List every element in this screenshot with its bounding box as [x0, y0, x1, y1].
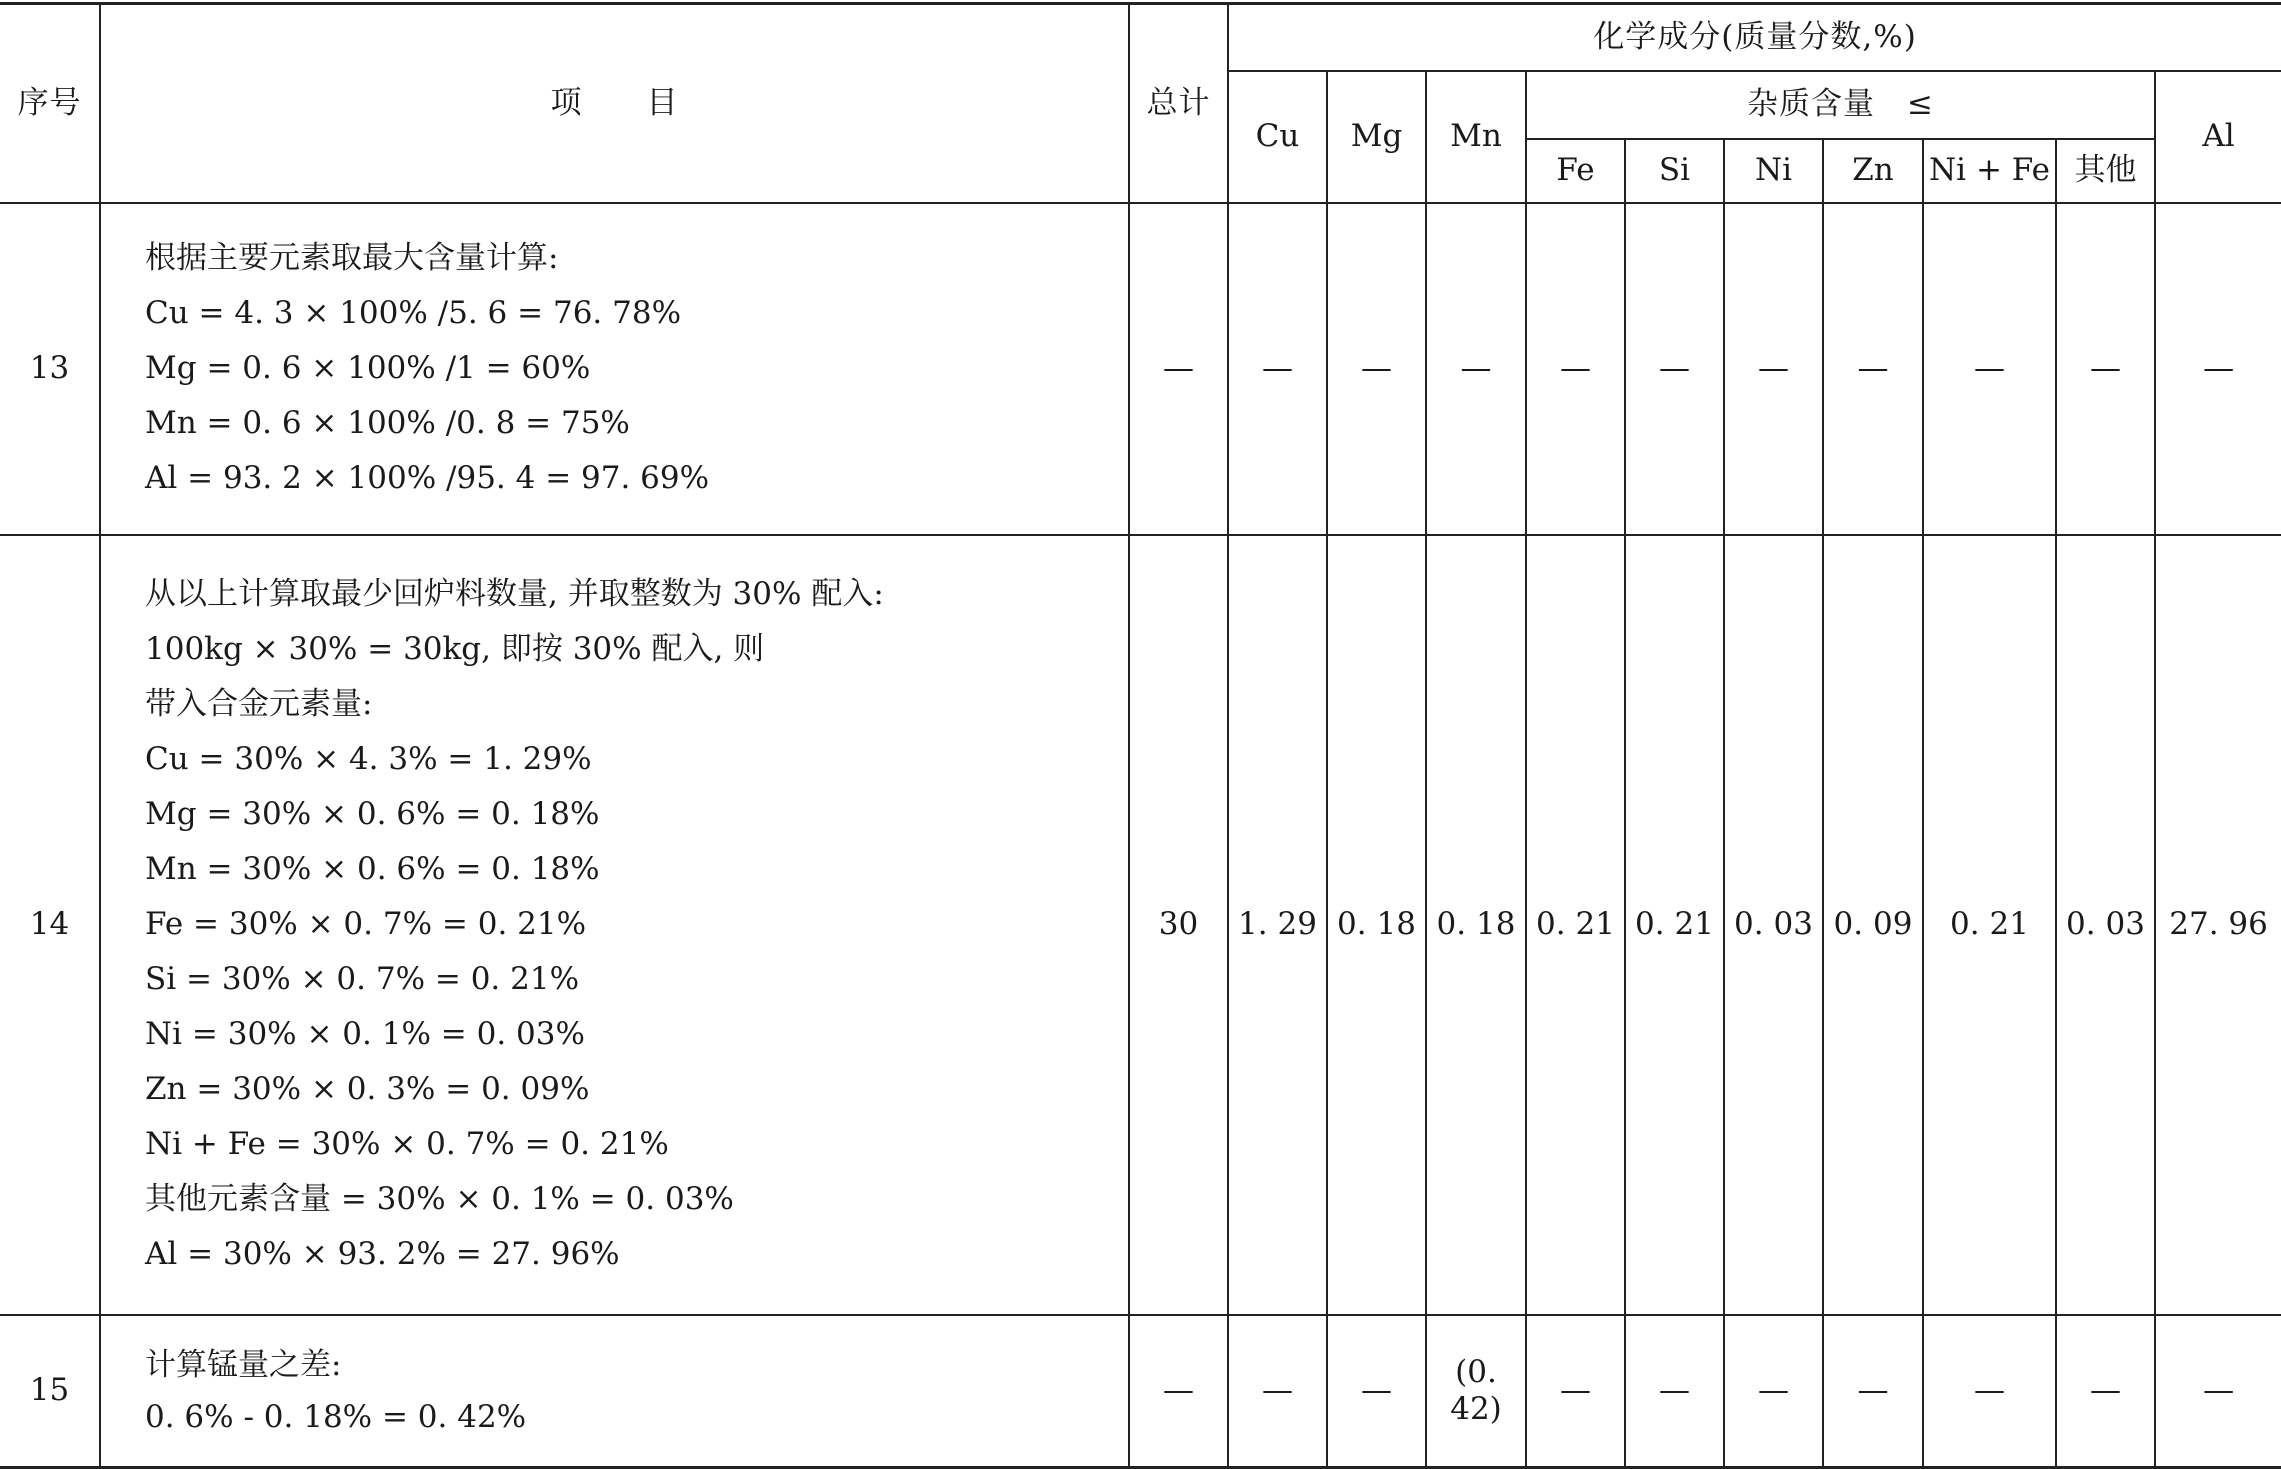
item-line: Zn = 30% × 0. 3% = 0. 09% [145, 1071, 590, 1107]
row-total: — [1129, 1315, 1228, 1468]
item-line: 100kg × 30% = 30kg, 即按 30% 配入, 则 [145, 631, 765, 667]
value-other: — [2056, 203, 2155, 535]
value-al: 27. 96 [2155, 535, 2281, 1315]
header-mn: Mn [1426, 71, 1526, 203]
composition-table [0, 2, 2281, 1469]
value-al: — [2155, 1315, 2281, 1468]
table-row [0, 203, 2281, 535]
value-ni: — [1724, 203, 1823, 535]
item-line: Al = 30% × 93. 2% = 27. 96% [145, 1236, 620, 1272]
item-line: 从以上计算取最少回炉料数量, 并取整数为 30% 配入: [145, 576, 884, 612]
header-si: Si [1625, 139, 1724, 203]
item-line: Si = 30% × 0. 7% = 0. 21% [145, 961, 580, 997]
item-line: 带入合金元素量: [145, 686, 373, 722]
header-fe: Fe [1526, 139, 1625, 203]
value-si: — [1625, 1315, 1724, 1468]
item-line: Mn = 0. 6 × 100% /0. 8 = 75% [145, 405, 630, 441]
item-line: Mg = 30% × 0. 6% = 0. 18% [145, 796, 600, 832]
row-total: 30 [1129, 535, 1228, 1315]
value-mn: — [1426, 203, 1526, 535]
item-line: Mg = 0. 6 × 100% /1 = 60% [145, 350, 591, 386]
item-line: Ni + Fe = 30% × 0. 7% = 0. 21% [145, 1126, 669, 1162]
value-fe: — [1526, 1315, 1625, 1468]
header-ni-fe: Ni + Fe [1923, 139, 2056, 203]
value-cu: 1. 29 [1228, 535, 1327, 1315]
header-total: 总计 [1129, 4, 1228, 203]
value-mg: — [1327, 203, 1426, 535]
item-line: Mn = 30% × 0. 6% = 0. 18% [145, 851, 600, 887]
item-line: Cu = 30% × 4. 3% = 1. 29% [145, 741, 592, 777]
value-cu: — [1228, 1315, 1327, 1468]
header-chemical-composition: 化学成分(质量分数,%) [1228, 4, 2281, 71]
value-cu: — [1228, 203, 1327, 535]
row-item [100, 535, 1129, 1315]
header-ni: Ni [1724, 139, 1823, 203]
item-line: Cu = 4. 3 × 100% /5. 6 = 76. 78% [145, 295, 682, 331]
header-seq: 序号 [0, 4, 100, 203]
item-line: 其他元素含量 = 30% × 0. 1% = 0. 03% [145, 1181, 734, 1217]
item-line: 计算锰量之差: [145, 1346, 342, 1383]
row-item [100, 203, 1129, 535]
value-ni: 0. 03 [1724, 535, 1823, 1315]
value-mg: — [1327, 1315, 1426, 1468]
value-al: — [2155, 203, 2281, 535]
row-item [100, 1315, 1129, 1468]
item-line: Ni = 30% × 0. 1% = 0. 03% [145, 1016, 585, 1052]
value-ni-fe: 0. 21 [1923, 535, 2056, 1315]
table-row [0, 535, 2281, 1315]
value-si: — [1625, 203, 1724, 535]
item-line: 0. 6% - 0. 18% = 0. 42% [145, 1398, 527, 1435]
value-ni-fe: — [1923, 203, 2056, 535]
value-other: 0. 03 [2056, 535, 2155, 1315]
value-fe: — [1526, 203, 1625, 535]
header-zn: Zn [1823, 139, 1923, 203]
row-total: — [1129, 203, 1228, 535]
header-al: Al [2155, 71, 2281, 203]
value-mg: 0. 18 [1327, 535, 1426, 1315]
value-zn: — [1823, 203, 1923, 535]
header-row-1 [0, 4, 2281, 71]
value-other: — [2056, 1315, 2155, 1468]
value-ni-fe: — [1923, 1315, 2056, 1468]
header-other: 其他 [2056, 139, 2155, 203]
value-zn: — [1823, 1315, 1923, 1468]
value-si: 0. 21 [1625, 535, 1724, 1315]
item-line: Fe = 30% × 0. 7% = 0. 21% [145, 906, 587, 942]
header-impurity: 杂质含量 ≤ [1526, 71, 2155, 139]
header-mg: Mg [1327, 71, 1426, 203]
value-zn: 0. 09 [1823, 535, 1923, 1315]
value-mn: (0. 42) [1426, 1315, 1526, 1468]
value-ni: — [1724, 1315, 1823, 1468]
item-line: 根据主要元素取最大含量计算: [145, 240, 559, 276]
table-row [0, 1315, 2281, 1468]
row-seq: 14 [0, 535, 100, 1315]
value-fe: 0. 21 [1526, 535, 1625, 1315]
item-line: Al = 93. 2 × 100% /95. 4 = 97. 69% [145, 460, 710, 496]
value-mn: 0. 18 [1426, 535, 1526, 1315]
row-seq: 13 [0, 203, 100, 535]
row-seq: 15 [0, 1315, 100, 1468]
header-cu: Cu [1228, 71, 1327, 203]
header-item: 项 目 [100, 4, 1129, 203]
